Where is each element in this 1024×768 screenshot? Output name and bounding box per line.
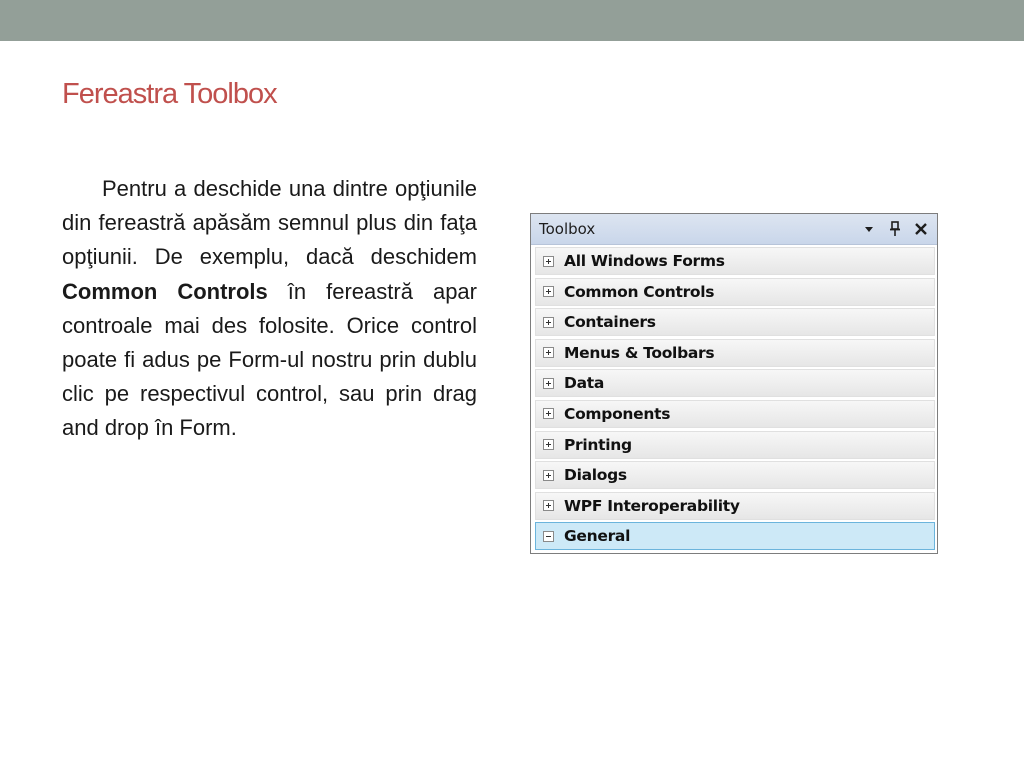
collapse-minus-icon[interactable] (543, 531, 554, 542)
paragraph-bold-text: Common Controls (62, 278, 268, 304)
toolbox-group-label: Data (564, 374, 604, 393)
pin-icon[interactable] (885, 219, 905, 239)
expand-plus-icon[interactable] (543, 439, 554, 450)
toolbox-window (530, 213, 938, 554)
toolbox-group-row[interactable] (535, 278, 935, 306)
toolbox-group-row[interactable] (535, 369, 935, 397)
close-icon[interactable] (911, 219, 931, 239)
expand-plus-icon[interactable] (543, 378, 554, 389)
expand-plus-icon[interactable] (543, 286, 554, 297)
expand-plus-icon[interactable] (543, 500, 554, 511)
toolbox-group-label: WPF Interoperability (564, 496, 740, 515)
toolbox-group-label: Components (564, 404, 671, 423)
dropdown-arrow-icon[interactable] (859, 219, 879, 239)
toolbox-group-row[interactable] (535, 247, 935, 275)
toolbox-group-label: Printing (564, 435, 632, 454)
toolbox-group-label: General (564, 527, 631, 546)
toolbox-title: Toolbox (539, 220, 596, 238)
toolbox-header (531, 214, 937, 245)
toolbox-group-row[interactable] (535, 522, 935, 550)
toolbox-group-row[interactable] (535, 492, 935, 520)
top-accent-bar (0, 0, 1024, 41)
toolbox-group-label: Dialogs (564, 466, 627, 485)
paragraph-text-2: în fereastră apar controale mai des folosite. Orice control poate fi adus pe Form-ul nostru prin dublu clic pe respectivul control, sau prin drag and drop în Form. (62, 278, 477, 441)
toolbox-group-row[interactable] (535, 400, 935, 428)
expand-plus-icon[interactable] (543, 347, 554, 358)
toolbox-group-label: Common Controls (564, 282, 715, 301)
toolbox-group-row[interactable] (535, 431, 935, 459)
expand-plus-icon[interactable] (543, 470, 554, 481)
toolbox-group-row[interactable] (535, 461, 935, 489)
expand-plus-icon[interactable] (543, 408, 554, 419)
slide-title: Fereastra Toolbox (62, 78, 277, 110)
expand-plus-icon[interactable] (543, 317, 554, 328)
toolbox-group-row[interactable] (535, 308, 935, 336)
body-paragraph (62, 172, 477, 446)
toolbox-group-label: Menus & Toolbars (564, 343, 715, 362)
paragraph-text-1: Pentru a deschide una dintre opţiunile din fereastră apăsăm semnul plus din faţa opţiunii. De exemplu, dacă deschidem (62, 176, 477, 270)
expand-plus-icon[interactable] (543, 256, 554, 267)
toolbox-group-list (531, 245, 937, 550)
toolbox-group-label: All Windows Forms (564, 252, 725, 270)
toolbox-group-row[interactable] (535, 339, 935, 367)
toolbox-group-label: Containers (564, 313, 656, 332)
